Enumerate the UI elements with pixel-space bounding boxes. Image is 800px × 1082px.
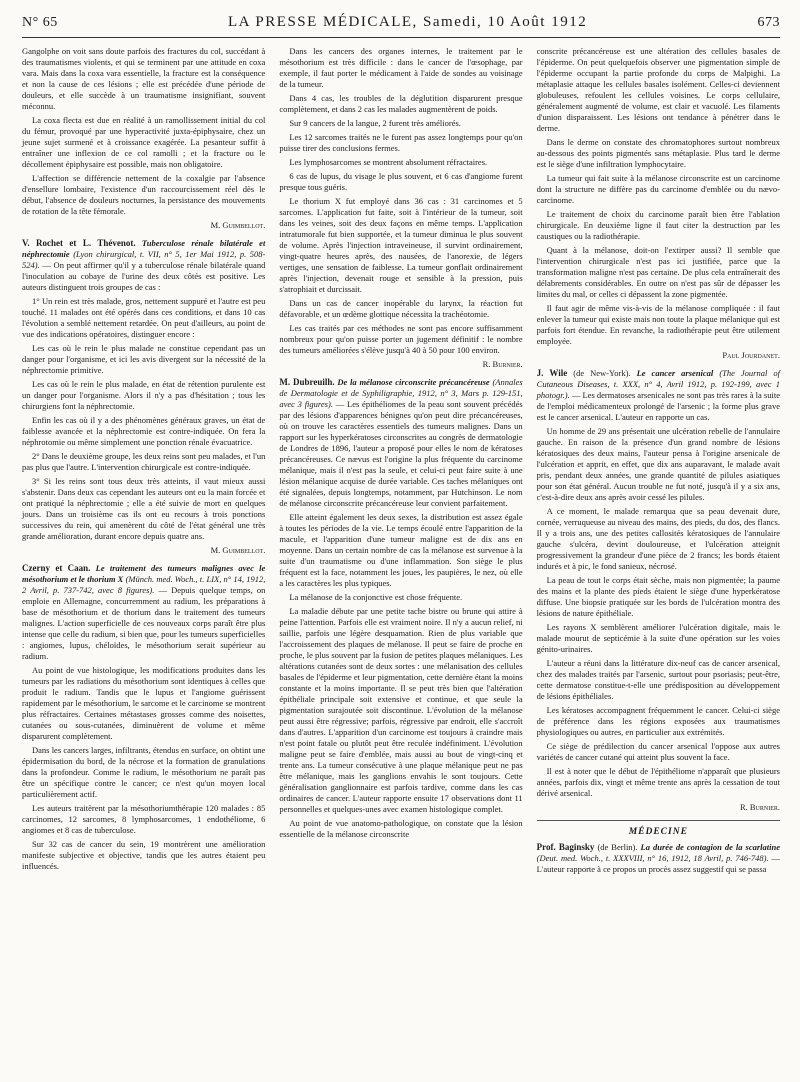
entry-text: — L'auteur rapporte à ce propos un procès assez suggestif qui se passa (536, 853, 780, 874)
paragraph: Il est à noter que le début de l'épithéliome n'apparaît que plusieurs années, parfois dix, vingt et même trente ans après la cessation de tout dérivé arsenical. (536, 766, 780, 798)
paragraph: A ce moment, le malade remarqua que sa peau devenait dure, cornée, verruqueuse au niveau des mains, des pieds, du dos, des flancs. Il y a trois ans, une des petites callosités kératosiques de l'annulaire gauche s'ulcéra, devint douloureuse, et l'ulcération atteignit progressivement la grandeur d'une pièce de 2 francs; les bords étaient indurés et à pic, le fond sanieux, nécrosé. (536, 506, 780, 571)
issue-number: N° 65 (22, 15, 58, 30)
paragraph: Dans les cancers larges, infiltrants, étendus en surface, on obtint une épidermisation du bord, de la nécrose et la formation de granulations dans la profondeur. Comme le radium, le mésothorium ne paraît pas être un spécifique contre le cancer; ce n'est qu'un moyen local particulièrement actif. (22, 745, 266, 799)
abstract-entry-baginsky (537, 842, 780, 875)
paragraph: Les lymphosarcomes se montrent absolument réfractaires. (289, 157, 488, 167)
paragraph: Le thorium X fut employé dans 36 cas : 31 carcinomes et 5 sarcomes. L'application fut faite, soit à l'intérieur de la tumeur, soit dans les veines, soit des deux façons en même temps. L'application intratumorale fut bien supportée, et la tumeur diminua le plus souvent de volume. Après l'injection intraveineuse, il survint ordinairement, vingt-quatre heures après, des nausées, de l'anorexie, de légers vertiges, une sensation de faiblesse. La tumeur gonflait ordinairement après l'injection, devenait rouge et sensible à la pression, puis s'atrophiait et durcissait. (279, 196, 523, 294)
signature: Paul Jourdanet. (722, 350, 780, 360)
entry-title: De la mélanose circonscrite précancéreuse (337, 377, 490, 387)
entry-text: — Les dermatoses arsenicales ne sont pas très rares à la suite de l'emploi médicamenteux prolongé de l'arsenic ; la forme plus grave est le cancer arsenical. L'auteur en rapporte un cas. (536, 390, 780, 422)
paragraph: Sur 9 cancers de la langue, 2 furent très améliorés. (289, 118, 461, 128)
paragraph: Dans 4 cas, les troubles de la déglutition disparurent presque complètement, et dans 2 cas les malades augmentèrent de poids. (279, 93, 523, 114)
signature: R. Burnier. (739, 802, 780, 812)
paragraph: Au point de vue histologique, les modifications produites dans les tumeurs par les radiations du mésothorium sont identiques à celles que produit le radium. Tandis que le lupus et l'angiome guérissent rapidement par le mésothorium, le sarcome et le carcinome se montrent plus réfractaires. Certaines métastases grosses comme des noisettes, cutanées ou sous-cutanées, diminuèrent de volume et même disparurent complètement. (22, 665, 266, 741)
paragraph: La coxa flecta est due en réalité à un ramollissement initial du col du fémur, provoqué par une hyperactivité juxta-épiphysaire, chez un jeune sujet surmené et à croissance exagérée. La pesanteur suffit à entraîner une inflexion de ce col ramolli ; et la fracture ou le décollement épiphysaire est possible, mais non obligatoire. (22, 115, 266, 169)
entry-text: — On peut affirmer qu'il y a tuberculose rénale bilatérale quand l'inoculation au cobaye de l'urine des deux côtés est positive. Les auteurs distinguent trois groupes de cas : (22, 260, 266, 292)
paragraph: Les 12 sarcomes traités ne le furent pas assez longtemps pour qu'on puisse tirer des conclusions fermes. (279, 132, 523, 153)
paragraph: L'affection se différencie nettement de la coxalgie par l'absence d'ensellure lombaire, l'existence d'un raccourcissement réel dès le début, l'absence de douleurs nocturnes, la persistance des mouvements de rotation de la tête fémorale. (22, 173, 266, 216)
journal-title: LA PRESSE MÉDICALE, Samedi, 10 Août 1912 (228, 14, 588, 30)
section-title: MÉDECINE (628, 827, 688, 837)
paragraph: 6 cas de lupus, du visage le plus souvent, et 6 cas d'angiome furent presque tous guéris. (279, 171, 523, 192)
abstract-entry-czerny (22, 563, 265, 662)
entry-title: Tuberculose rénale bilatérale et néphrectomie (22, 238, 266, 259)
paragraph: Enfin les cas où il y a des phénomènes généraux graves, un état de faiblesse avancée et la néphrectomie est contre-indiquée. On fera la néphrotomie ou même simplement une ponction rénale évacuatrice. (22, 415, 266, 447)
paragraph: La mélanose de la conjonctive est chose fréquente. (289, 592, 463, 602)
section-divider (537, 820, 780, 821)
entry-title: La durée de contagion de la scarlatine (640, 842, 781, 852)
paragraph: Les kératoses accompagnent fréquemment le cancer. Celui-ci siège de préférence dans les régions exposées aux traumatismes physiologiques ou autres, en particulier aux extrémités. (536, 705, 780, 737)
paragraph: 1° Un rein est très malade, gros, nettement suppuré et l'autre est peu touché. 11 malades ont été opérés dans ces conditions, et dans 10 cas l'évolution a semblé nettement retardée. On peut d'ailleurs, au point de vue des indications opératoires, distinguer encore : (22, 296, 266, 339)
entry-reference: (Annales de Dermatologie et de Syphiligraphie, 1912, n° 3, Mars p. 129-151, avec 3 figures). (279, 377, 523, 409)
paragraph: Les cas où le rein le plus malade ne constitue cependant pas un danger pour l'organisme, et ici les avis divergent sur la nécessité de la néphrectomie primitive. (22, 343, 266, 375)
running-head (22, 14, 780, 38)
paragraph: Les cas traités par ces méthodes ne sont pas encore suffisamment nombreux pour qu'on puisse porter un jugement définitif : le nombre des tumeurs améliorées s'élève jusqu'à 40 à 50 pour 100 environ. (279, 323, 523, 355)
entry-title: Le traitement des tumeurs malignes avec le mésothorium et le thorium X (22, 563, 266, 584)
paragraph: Les cas où le rein le plus malade, en état de rétention purulente est un danger pour l'organisme. Alors il n'y a pas d'hésitation ; tous les chirurgiens font la néphrectomie. (22, 379, 266, 411)
entry-location: (de Berlin). (597, 842, 638, 852)
paragraph: L'auteur a réuni dans la littérature dix-neuf cas de cancer arsenical, chez des malades traités par l'arsenic, surtout pour psoriasis; peut-être, cette dermatose constitue-t-elle une prédisposition au développement de lésions épithéliales. (536, 658, 780, 701)
entry-reference: (Deut. med. Woch., t. XXXVIII, n° 16, 1912, 18 Avril, p. 746-748). (536, 853, 769, 863)
paragraph: Quant à la mélanose, doit-on l'extirper aussi? Il semble que l'intervention chirurgicale n'est pas ici justifiée, parce que la transformation maligne n'est pas certaine. De plus cela entraînerait des délabrements considérables. En outre on n'est pas sûr de dépasser les limites du mal, or celles ci dépassent la zone pigmentée. (536, 245, 780, 299)
paragraph: La maladie débute par une petite tache bistre ou brune qui attire à peine l'attention. Parfois elle est vraiment noire. Il n'y a aucun relief, ni saillie, parfois une légère desquamation. Rien de plus variable que l'accroissement des plaques de mélanose. Il peut se faire de proche en proche, le plus souvent par la fusion de petites plaques mélaniques. Les altérations cutanées sont de deux sortes : une mélanisation des cellules basales de l'épiderme et leur pigmentation, cette dernière étant la moins constante et la moins importante. Il se peut très bien que l'altération épithéliale principale soit extensive et continue, et que seule la pigmentation surajoutée soit discontinue. L'évolution de la mélanose peut aussi être régressive; parfois, régressive par endroit, elle s'accroît dans d'autres. L'apparition d'un carcinome est toujours à craindre mais n'est point fatale ou plutôt peut être reculée indéfiniment. L'évolution maligne peut se faire d'emblée, mais aussi au bout de vingt-cinq et trente ans. La tumeur consécutive à une plaque mélanique peut ne pas être mélanique, mais les ganglions envahis le sont toujours. Cette généralisation ganglionnaire est parfois tardive, comme dans les cas ordinaires de cancer. L'auteur rapporte ensuite 17 observations dont 11 personnelles et quelques-unes avec examen histologique complet. (279, 606, 523, 814)
paragraph: Les rayons X semblèrent améliorer l'ulcération digitale, mais le malade mourut de septicémie à la suite d'une opération sur les voies génito-urinaires. (536, 622, 780, 654)
paragraph: Ce siège de prédilection du cancer arsenical l'oppose aux autres variétés de cancer cutané qui atteint plus souvent la face. (536, 741, 780, 762)
paragraph: conscrite précancéreuse est une altération des cellules basales de l'épiderme. On peut quelquefois observer une pigmentation simple de l'épiderme occupant la partie profonde du corps de Malpighi. La métaplasie attaque les cellules basales isolément. Celles-ci deviennent globuleuses, refoulent les cellules voisines. Le corps cellulaire, généralement augmenté de volume, est clair et vacuolé. Les filaments d'union disparaissent. Les lésions ont tendance à pénétrer dans le derme. (536, 46, 780, 133)
entry-authors: M. Dubreuilh. (279, 377, 335, 387)
paragraph: Dans les cancers des organes internes, le traitement par le mésothorium est très difficile : dans le cancer de l'œsophage, par exemple, il faut porter le médicament à l'aide de sondes au voisinage de la tumeur. (279, 46, 523, 89)
entry-reference: (Münch. med. Woch., t. LIX, n° 14, 1912, 2 Avril, p. 737-742, avec 8 figures). (22, 574, 266, 595)
entry-reference: (The Journal of Cutaneous Diseases, t. XXX, n° 4, Avril 1912, p. 192-199, avec 1 photogr.). (536, 368, 780, 400)
entry-authors: V. Rochet et L. Thévenot. (22, 238, 136, 248)
column-3 (537, 46, 780, 878)
column-2 (279, 46, 522, 878)
entry-reference: (Lyon chirurgical, t. VII, n° 5, 1er Mai 1912, p. 508-524). (22, 249, 266, 270)
paragraph: Sur 32 cas de cancer du sein, 19 montrèrent une amélioration manifeste subjective et objective, tandis que les autres étaient peu influencés. (22, 839, 266, 871)
column-1 (22, 46, 265, 878)
entry-authors: Czerny et Caan. (22, 563, 91, 573)
paragraph: Dans un cas de cancer inopérable du larynx, la réaction fut défavorable, et un œdème glottique nécessita la trachéotomie. (279, 298, 523, 319)
entry-text: — Les épithéliomes de la peau sont souvent précédés par des lésions d'apparences bénignes qu'on peut dire précancéreuses, où on trouve les caractères essentiels des tumeurs malignes. Dans un rapport sur les hyperkératoses circonscrites au congrès de dermatologie de Londres de 1896, l'auteur a proposé pour elles le nom de kératoses précancéreuses. Ce nævus est l'origine la plus fréquente du carcinome mélanique, mais il n'est pas la seule, et celui-ci peut faire suite à une lésion mélanique acquise de durée variable. Ces taches mélaniques ont été signalées, depuis longtemps, notamment, par Hutchinson. Le nom de mélanose circonscrite précancéreuse leur convient parfaitement. (279, 399, 523, 508)
paragraph: Elle atteint également les deux sexes, la distribution est assez égale à toutes les périodes de la vie. Le temps écoulé entre l'apparition de la macule, et l'apparition d'une tumeur maligne est de dix ans en moyenne. Dans un certain nombre de cas la mélanose est survenue à la suite d'un traumatisme ou d'une inflammation. Son siège le plus fréquent est la face, notamment les joues, les paupières, le nez, où elle a les caractères les plus typiques. (279, 512, 523, 588)
entry-text: — Depuis quelque temps, on emploie en Allemagne, concurremment au radium, les préparations à base de mésothorium et de thorium dans le traitement des tumeurs malignes. L'action superficielle de ces nouveaux corps paraît être plus intense que celle du radium, si bien que, pour les tumeurs superficielles : angiomes, lupus, chéloïdes, le mésothorium serait supérieur au radium. (22, 585, 266, 661)
paragraph: Gangolphe on voit sans doute parfois des fractures du col, succédant à des traumatismes violents, et qui se terminent par une attitude en coxa vara. Mais dans la coxa vara essentielle, la fracture est la conséquence et non la cause de ces lésions ; elle est précédée d'une période de douleurs, et elle succède à un traumatisme insignifiant, souvent méconnu. (22, 46, 266, 111)
paragraph: La peau de tout le corps était sèche, mais non pigmentée; la paume des mains et la plante des pieds étaient le siège d'une hyperkératose diffuse. Une biopsie pratiquée sur les bords de l'ulcération montra des lésions de nature épithéliale. (536, 575, 780, 618)
entry-authors: J. Wile (536, 368, 568, 378)
entry-location: (de New-York). (573, 368, 631, 378)
paragraph: Dans le derme on constate des chromatophores surtout nombreux au-dessous des points pigmentés sans métaplasie. Plus tard le derme est le siège d'une infiltration lymphocytaire. (536, 137, 780, 169)
signature: R. Burnier. (482, 359, 523, 369)
paragraph: Au point de vue anatomo-pathologique, on constate que la lésion essentielle de la mélanose circonscrite (279, 818, 523, 839)
paragraph: 2° Dans le deuxième groupe, les deux reins sont peu malades, et l'un pas plus que l'autre. L'intervention chirurgicale est contre-indiquée. (22, 451, 266, 472)
abstract-entry-wile (537, 368, 780, 423)
paragraph: Les auteurs traitèrent par la mésothoriumthérapie 120 malades : 85 carcinomes, 12 sarcomes, 8 lymphosarcomes, 1 endothéliome, 6 angiomes et 8 cas de tuberculose. (22, 803, 266, 835)
paragraph: Un homme de 29 ans présentait une ulcération rebelle de l'annulaire gauche. En raison de la présence d'un grand nombre de lésions kératosiques des deux mains, l'auteur pensa à l'origine arsenicale de l'ulcération et apprit, en effet, que dix ans auparavant, le malade avait pris, pendant deux années, une grande quantité de pilules asiatiques pour son état général. Aucun trouble ne fut noté, jusqu'à il y a six ans, c'est-à-dire deux ans après avoir cessé les pilules. (536, 426, 780, 502)
paragraph: Le traitement de choix du carcinome paraît bien être l'ablation chirurgicale. En deuxième ligne il faut citer la destruction par les caustiques ou la radiothérapie. (536, 209, 780, 241)
page-number: 673 (757, 15, 780, 30)
entry-title: Le cancer arsenical (636, 368, 714, 378)
paragraph: Il faut agir de même vis-à-vis de la mélanose compliquée : il faut enlever la tumeur qui existe mais non toute la plaque mélanique qui est parfois fort étendue. En revanche, la radiothérapie peut être utilement employée. (536, 303, 780, 346)
signature: M. Guimbellot. (210, 545, 266, 555)
abstract-entry-dubreuilh (279, 377, 522, 509)
paragraph: 3° Si les reins sont tous deux très atteints, il vaut mieux aussi s'abstenir. Dans deux cas cependant les auteurs ont eu la main forcée et ont pratiqué la néphrectomie ; elle a été suivie de mort en quelques jours. Dans un troisième cas ils ont eu recours à trois ponctions successives du rein, qui amenèrent du côté de l'état général une très grande amélioration, durant encore depuis quatre ans. (22, 476, 266, 541)
paragraph: La tumeur qui fait suite à la mélanose circonscrite est un carcinome dont la structure ne diffère pas du carcinome d'emblée ou du nævo-carcinome. (536, 173, 780, 205)
signature: M. Guimbellot. (210, 220, 266, 230)
columns (22, 46, 780, 878)
entry-authors: Prof. Baginsky (536, 842, 595, 852)
abstract-entry-rochet (22, 238, 265, 293)
